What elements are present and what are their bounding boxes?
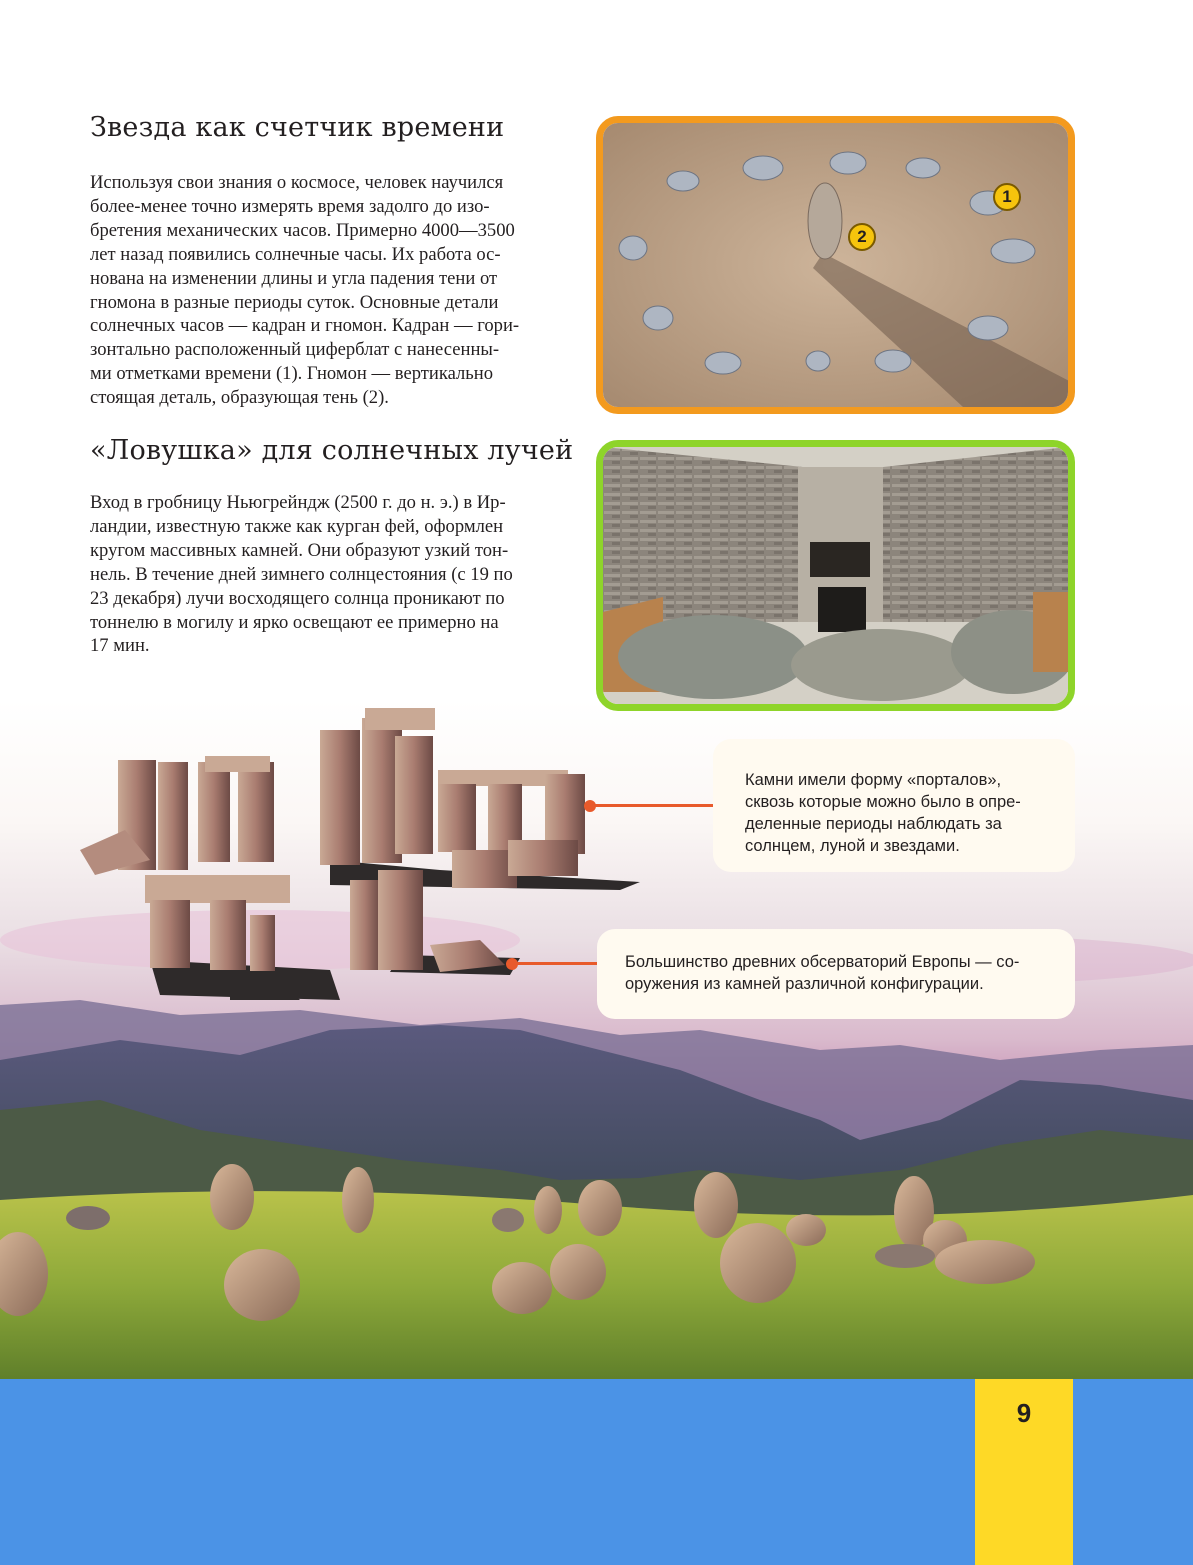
callout-line: оружения из камней различной конфигурации. [625,975,984,993]
marker-2-badge: 2 [848,223,876,251]
text-line: 23 декабря) лучи восходящего солнца проникают по [90,587,505,609]
newgrange-paragraph [90,491,568,658]
text-line: 17 мин. [90,635,150,657]
callout-line: Камни имели форму «порталов», [745,771,1002,789]
text-line: нель. В течение дней зимнего солнцестояния (с 19 по [90,563,513,585]
text-line: лет назад появились солнечные часы. Их работа ос- [90,243,501,265]
text-line: кругом массивных камней. Они образуют узкий тон- [90,539,509,561]
page-number: 9 [1016,1398,1032,1428]
callout-portals-leader [590,804,716,807]
text-line: ландии, известную также как курган фей, оформлен [90,515,504,537]
newgrange-photo [596,440,1075,711]
callout-portals [713,739,1075,872]
section-title-newgrange: «Ловушка» для солнечных лучей [90,435,574,466]
text-line: нована на изменении длины и угла падения тени от [90,267,498,289]
text-line: стоящая деталь, образующая тень (2). [90,387,389,409]
callout-observatories [597,929,1075,1019]
text-line: более-менее точно измерять время задолго до изо- [90,195,490,217]
callout-line: солнцем, луной и звездами. [745,837,960,855]
text-line: гномона в разные периоды суток. Основные детали [90,291,499,313]
text-line: Вход в гробницу Ньюгрейндж (2500 г. до н. э.) в Ир- [90,492,506,513]
sundial-paragraph [90,171,568,410]
marker-1-badge: 1 [993,183,1021,211]
callout-line: сквозь которые можно было в опре- [745,793,1021,811]
callout-observatories-leader [512,962,602,965]
section-title-sundial: Звезда как счетчик времени [90,112,505,143]
text-line: ми отметками времени (1). Гномон — вертикально [90,363,493,385]
text-line: тоннелю в могилу и ярко освещают ее примерно на [90,611,499,633]
text-line: солнечных часов — кадран и гномон. Кадран — гори- [90,315,520,337]
text-line: бретения механических часов. Примерно 4000—3500 [90,219,515,241]
sundial-photo [596,116,1075,414]
callout-line: Большинство древних обсерваторий Европы — со- [625,953,1020,971]
text-line: Используя свои знания о космосе, человек научился [90,172,504,193]
text-line: зонтально расположенный циферблат с нанесенны- [90,339,500,361]
callout-line: деленные периоды наблюдать за [745,815,1002,833]
